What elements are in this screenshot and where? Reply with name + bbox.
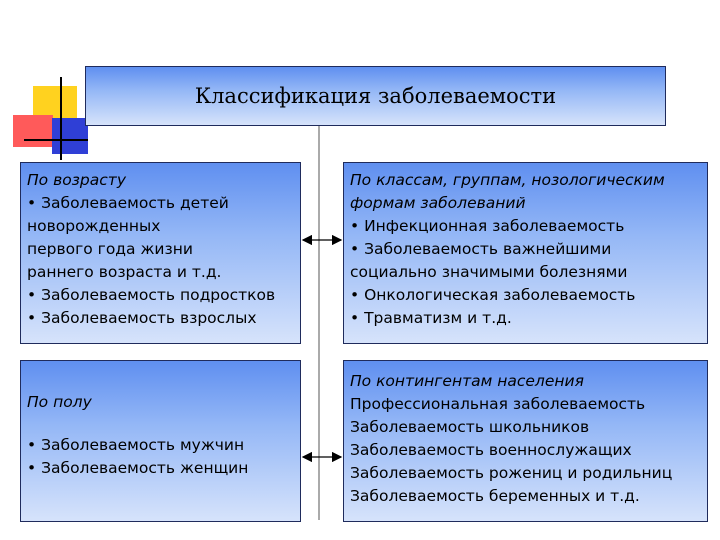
list-item: • Заболеваемость подростков — [27, 286, 276, 304]
panel-items — [350, 215, 701, 330]
panel-by-gender — [20, 360, 301, 522]
list-item: раннего возраста и т.д. — [27, 263, 222, 281]
panel-items — [27, 192, 294, 330]
list-item: • Инфекционная заболеваемость — [350, 217, 625, 235]
list-item: Заболеваемость рожениц и родильниц — [350, 464, 673, 482]
panel-heading: По контингентам населения — [350, 372, 584, 390]
panel-heading: По возрасту — [27, 171, 126, 189]
diagram-title: Классификация заболеваемости — [194, 84, 557, 108]
panel-by-age — [20, 162, 301, 344]
list-item: • Онкологическая заболеваемость — [350, 286, 636, 304]
panel-items — [27, 434, 294, 480]
deco-blue-square — [52, 118, 88, 154]
panel-heading: формам заболеваний — [350, 194, 526, 212]
list-item: Профессиональная заболеваемость — [350, 395, 646, 413]
list-item: • Заболеваемость детей — [27, 194, 229, 212]
panel-heading: По полу — [27, 393, 92, 411]
list-item: Заболеваемость беременных и т.д. — [350, 487, 640, 505]
list-item: Заболеваемость школьников — [350, 418, 590, 436]
list-item: • Заболеваемость взрослых — [27, 309, 257, 327]
panel-heading: По классам, группам, нозологическим — [350, 171, 665, 189]
panel-by-contingent — [343, 360, 708, 522]
list-item: социально значимыми болезнями — [350, 263, 628, 281]
deco-red-square — [13, 115, 53, 147]
list-item: • Заболеваемость важнейшими — [350, 240, 612, 258]
list-item: новорожденных — [27, 217, 161, 235]
panel-by-classes — [343, 162, 708, 344]
list-item: первого года жизни — [27, 240, 193, 258]
title-box — [85, 66, 666, 126]
panel-items — [350, 393, 701, 508]
list-item: • Травматизм и т.д. — [350, 309, 512, 327]
list-item: • Заболеваемость женщин — [27, 459, 249, 477]
list-item: • Заболеваемость мужчин — [27, 436, 245, 454]
list-item: Заболеваемость военнослужащих — [350, 441, 632, 459]
